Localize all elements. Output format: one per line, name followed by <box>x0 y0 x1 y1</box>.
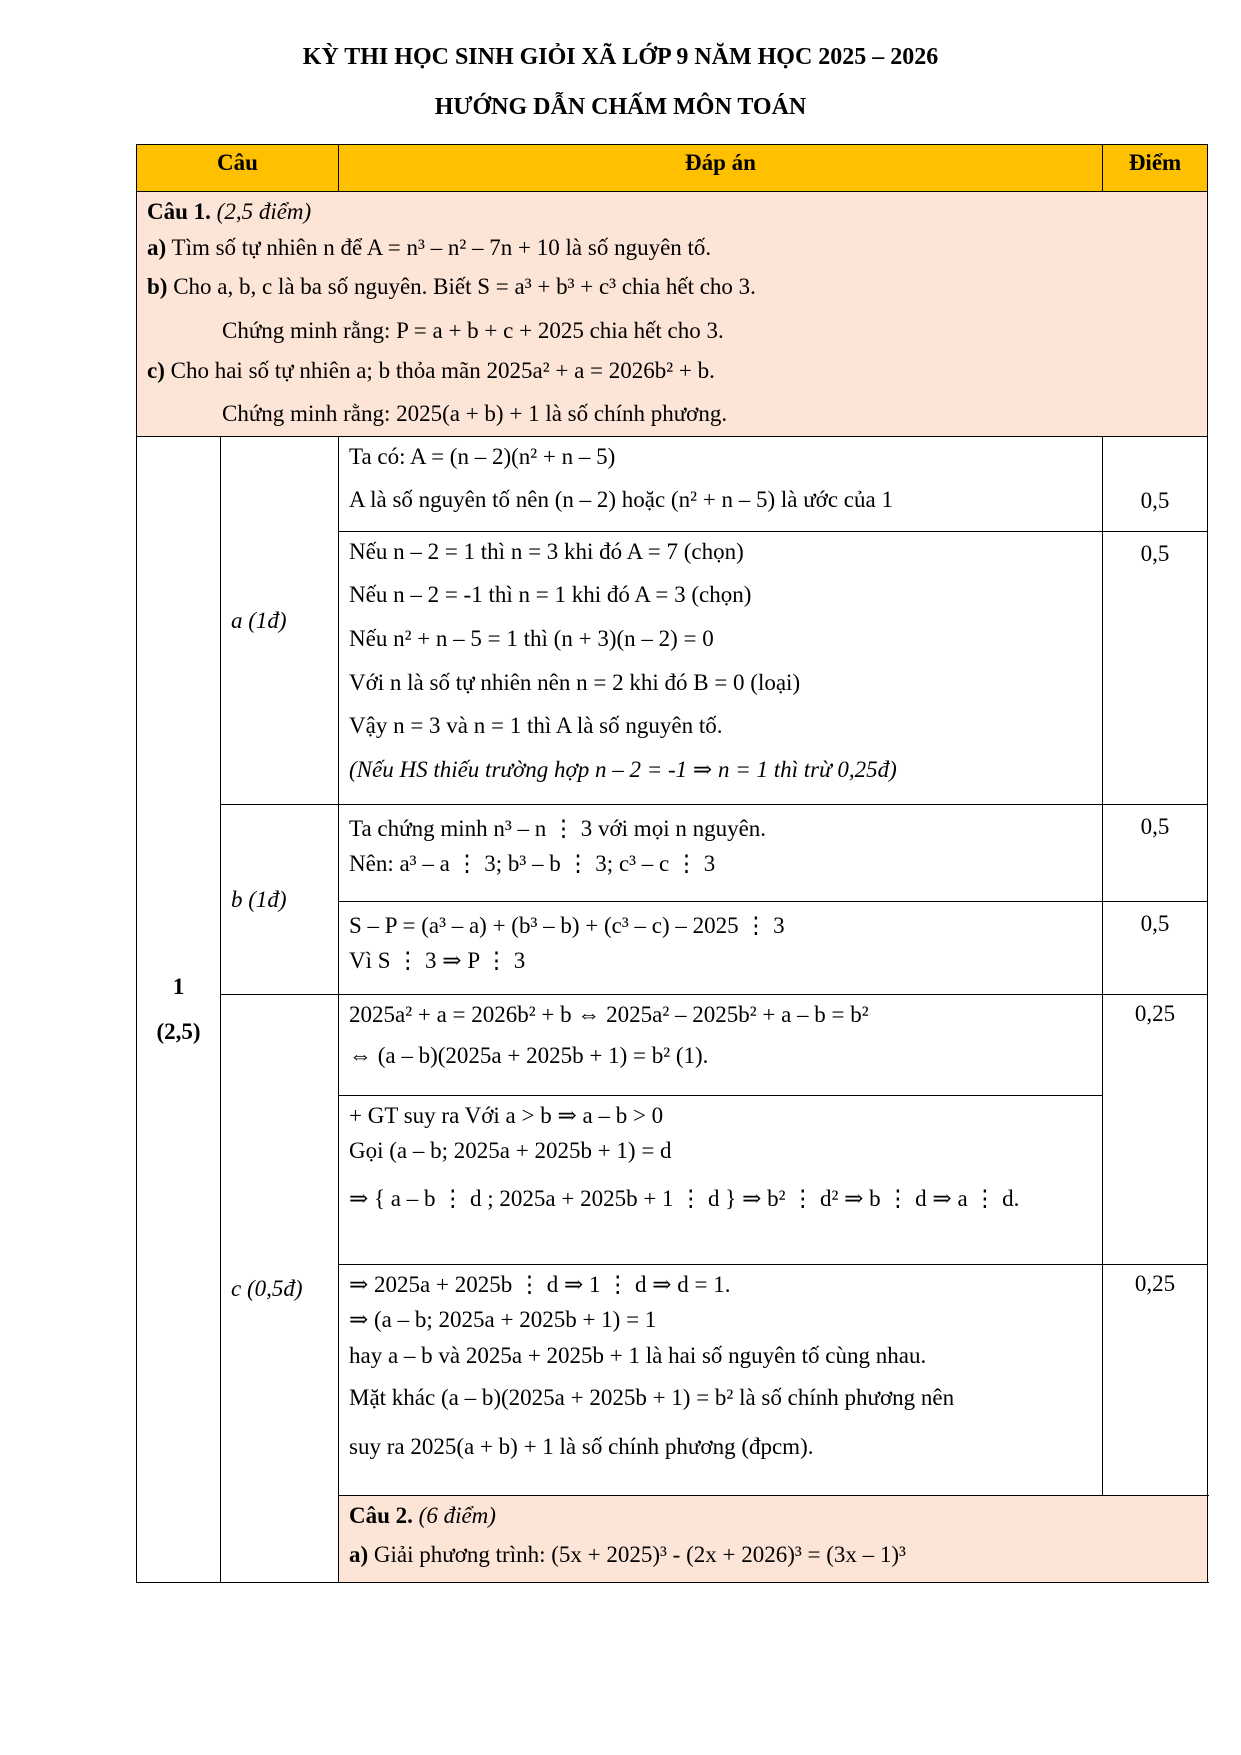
answer-b1-row <box>137 804 1208 901</box>
answer-b2: S – P = (a³ – a) + (b³ – b) + (c³ – c) – 2025 ⋮ 3 Vì S ⋮ 3 ⇒ P ⋮ 3 <box>339 901 1103 994</box>
score-c12: 0,25 <box>1103 994 1208 1264</box>
answer-a2: Nếu n – 2 = 1 thì n = 3 khi đó A = 7 (chọn) Nếu n – 2 = -1 thì n = 1 khi đó A = 3 (chọn) Nếu n² + n – 5 = 1 thì (n + 3)(n – 2) = 0 Với n là số tự nhiên nên n = 2 khi đó B = 0 (loại) Vậy n = 3 và n = 1 thì A là số nguyên tố. (Nếu HS thiếu trường hợp n – 2 = -1 ⇒ n = 1 thì trừ 0,25đ) <box>339 531 1103 804</box>
q1-part-a: a) Tìm số tự nhiên n để A = n³ – n² – 7n + 10 là số nguyên tố. <box>147 234 712 260</box>
q1-part-c: c) Cho hai số tự nhiên a; b thỏa mãn 2025a² + a = 2026b² + b. <box>147 357 715 383</box>
answer-a1: Ta có: A = (n – 2)(n² + n – 5) A là số nguyên tố nên (n – 2) hoặc (n² + n – 5) là ước của 1 <box>339 436 1103 531</box>
answer-a1-row <box>137 436 1208 531</box>
answer-c3: ⇒ 2025a + 2025b ⋮ d ⇒ 1 ⋮ d ⇒ d = 1. ⇒ (a – b; 2025a + 2025b + 1) = 1 hay a – b và 2025a + 2025b + 1 là hai số nguyên tố cùng nhau. Mặt khác (a – b)(2025a + 2025b + 1) = b² là số chính phương nên suy ra 2025(a + b) + 1 là số chính phương (đpcm). <box>339 1264 1103 1495</box>
answer-c2: + GT suy ra Với a > b ⇒ a – b > 0 Gọi (a – b; 2025a + 2025b + 1) = d ⇒ { a – b ⋮ d ; 2025a + 2025b + 1 ⋮ d } ⇒ b² ⋮ d² ⇒ b ⋮ d ⇒ a ⋮ d. <box>339 1095 1103 1264</box>
answer-c1: 2025a² + a = 2026b² + b ⇔ 2025a² – 2025b² + a – b = b² ⇔ (a – b)(2025a + 2025b + 1) = b² (1). <box>339 994 1103 1095</box>
score-c3: 0,25 <box>1103 1264 1208 1495</box>
header-dap-an: Đáp án <box>339 145 1103 192</box>
table-header-row <box>137 145 1208 192</box>
answer-b1: Ta chứng minh n³ – n ⋮ 3 với mọi n nguyên. Nên: a³ – a ⋮ 3; b³ – b ⋮ 3; c³ – c ⋮ 3 <box>339 804 1103 901</box>
q1-part-b: b) Cho a, b, c là ba số nguyên. Biết S = a³ + b³ + c³ chia hết cho 3. <box>147 274 756 300</box>
question-2-statement <box>339 1495 1208 1582</box>
score-b2: 0,5 <box>1103 901 1208 994</box>
exam-subtitle: HƯỚNG DẪN CHẤM MÔN TOÁN <box>434 94 807 120</box>
header-cau: Câu <box>137 145 339 192</box>
question-1-row <box>137 192 1208 437</box>
score-b1: 0,5 <box>1103 804 1208 901</box>
grading-table <box>136 144 1208 1583</box>
answer-c1-row <box>137 994 1208 1095</box>
score-a2: 0,5 <box>1103 531 1208 804</box>
q1-part-c-2: Chứng minh rằng: 2025(a + b) + 1 là số chính phương. <box>222 401 728 427</box>
part-b-label: b (1đ) <box>221 804 339 994</box>
q2-part-a: a) Giải phương trình: (5x + 2025)³ - (2x + 2026)³ = (3x – 1)³ <box>349 1542 906 1568</box>
part-a-label: a (1đ) <box>221 436 339 804</box>
score-a1: 0,5 <box>1103 436 1208 531</box>
part-c-label: c (0,5đ) <box>221 994 339 1582</box>
exam-title: KỲ THI HỌC SINH GIỎI XÃ LỚP 9 NĂM HỌC 2025 – 2026 <box>302 44 939 70</box>
q1-part-b-2: Chứng minh rằng: P = a + b + c + 2025 chia hết cho 3. <box>222 317 724 343</box>
q1-heading: Câu 1. (2,5 điểm) <box>147 199 312 224</box>
question-number-cell: 1 (2,5) <box>137 436 221 1582</box>
q2-heading: Câu 2. (6 điểm) <box>349 1502 496 1528</box>
question-1-statement <box>137 192 1208 437</box>
header-diem: Điểm <box>1103 145 1208 192</box>
